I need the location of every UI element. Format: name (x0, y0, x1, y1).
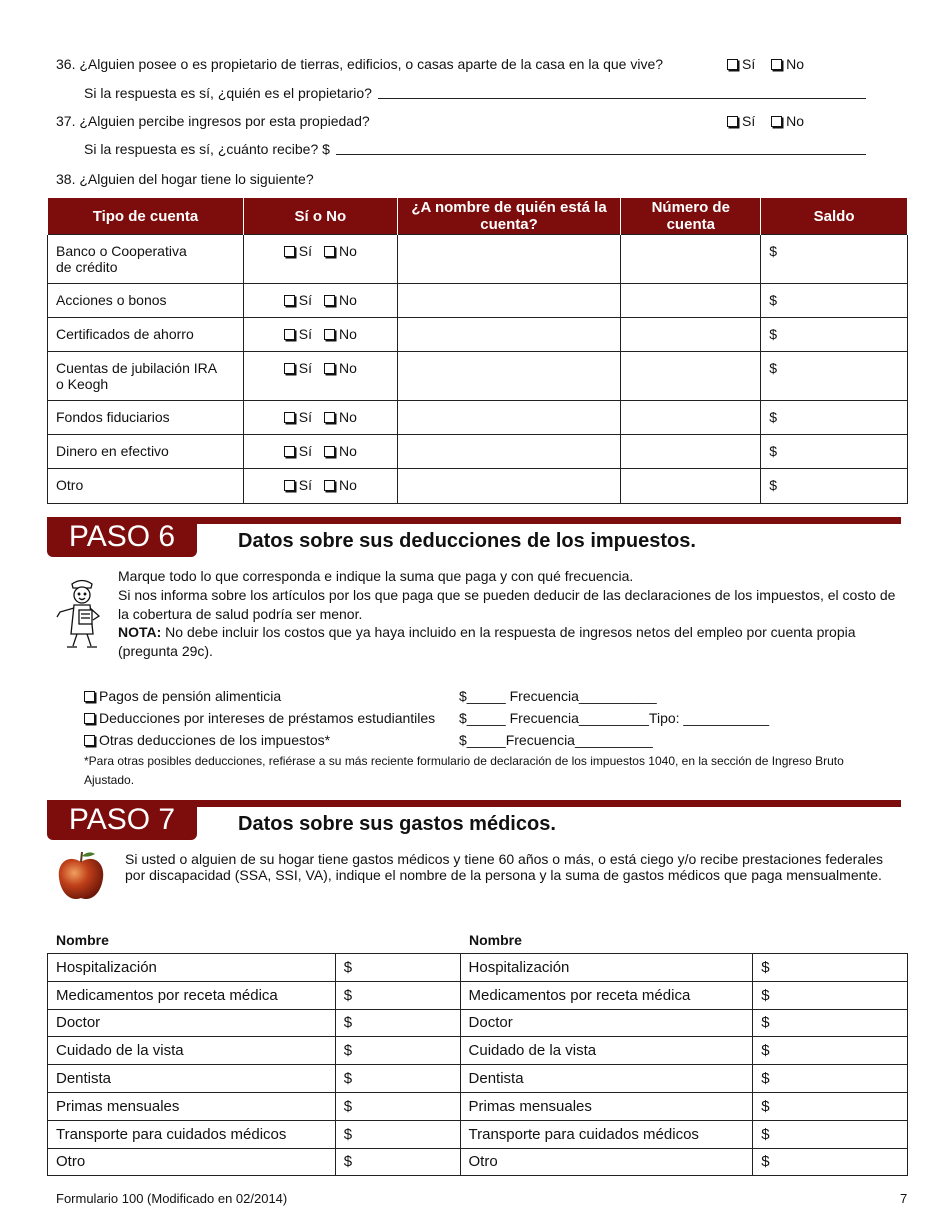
checkbox-icon[interactable] (324, 446, 335, 457)
checkbox-icon[interactable] (324, 295, 335, 306)
yes-option[interactable]: Sí (284, 360, 312, 376)
checkbox-icon[interactable] (727, 59, 738, 70)
q37-yes-no (727, 113, 804, 129)
table-row (48, 469, 908, 504)
balance-cell[interactable]: $ (761, 469, 908, 504)
yes-no-cell (243, 284, 397, 318)
table-row (48, 1120, 908, 1148)
paso6-title: Datos sobre sus deducciones de los impuestos. (238, 530, 696, 552)
table-row (48, 1065, 908, 1093)
account-holder-cell[interactable] (397, 318, 621, 352)
checkbox-icon[interactable] (284, 363, 295, 374)
checkbox-icon[interactable] (727, 116, 738, 127)
no-option[interactable]: No (324, 326, 357, 342)
accounts-header-row (48, 198, 908, 235)
checkbox-icon[interactable] (324, 246, 335, 257)
paso6-line1: Marque todo lo que corresponda e indique la suma que paga y con qué frecuencia. (118, 568, 634, 584)
table-row (48, 1037, 908, 1065)
expense-label: Transporte para cuidados médicos (48, 1120, 336, 1148)
yes-no-cell (243, 469, 397, 504)
account-type: Cuentas de jubilación IRA o Keogh (48, 352, 244, 401)
table-row (48, 1009, 908, 1037)
balance-cell[interactable]: $ (761, 235, 908, 284)
expense-amount[interactable]: $ (335, 1092, 460, 1120)
table-row (48, 954, 908, 982)
name-label-right: Nombre (469, 932, 522, 948)
yes-no-cell (243, 401, 397, 435)
name-field-right[interactable] (533, 950, 903, 951)
nurse-icon (55, 576, 107, 652)
checkbox-icon[interactable] (284, 446, 295, 457)
question-38: 38. ¿Alguien del hogar tiene lo siguiente? (56, 171, 314, 187)
deduction-amount[interactable]: $_____ Frecuencia__________ (459, 688, 657, 704)
paso7-intro: Si usted o alguien de su hogar tiene gastos médicos y tiene 60 años o más, o está ciego y/o recibe prestaciones federales por discapacidad (SSA, SSI, VA), indique el nombre de la persona y la suma de gastos médicos que paga mensualmente. (125, 851, 884, 883)
balance-cell[interactable]: $ (761, 435, 908, 469)
yes-option[interactable]: Sí (284, 443, 312, 459)
expense-amount[interactable]: $ (335, 981, 460, 1009)
expense-amount[interactable]: $ (335, 1065, 460, 1093)
expense-amount[interactable]: $ (753, 954, 908, 982)
deduction-amount[interactable]: $_____ Frecuencia_________Tipo: ___________ (459, 710, 770, 726)
table-row (48, 1148, 908, 1176)
deduction-item[interactable]: Otras deducciones de los impuestos* (84, 732, 330, 748)
no-option[interactable]: No (324, 443, 357, 459)
account-type: Certificados de ahorro (48, 318, 244, 352)
expense-amount[interactable]: $ (335, 954, 460, 982)
expense-amount[interactable]: $ (753, 1009, 908, 1037)
checkbox-icon[interactable] (284, 329, 295, 340)
name-label-left: Nombre (56, 932, 109, 948)
expense-amount[interactable]: $ (753, 981, 908, 1009)
account-number-cell[interactable] (621, 352, 761, 401)
expense-amount[interactable]: $ (753, 1092, 908, 1120)
account-holder-cell[interactable] (397, 235, 621, 284)
account-type: Otro (48, 469, 244, 504)
expense-label: Otro (48, 1148, 336, 1176)
balance-cell[interactable]: $ (761, 318, 908, 352)
account-number-cell[interactable] (621, 469, 761, 504)
expense-label: Hospitalización (48, 954, 336, 982)
expense-label: Cuidado de la vista (48, 1037, 336, 1065)
paso7-tab: PASO 7 (47, 800, 197, 840)
expense-label: Primas mensuales (460, 1092, 753, 1120)
header-yes-no: Sí o No (243, 198, 397, 235)
checkbox-icon[interactable] (324, 363, 335, 374)
header-account-type: Tipo de cuenta (48, 198, 244, 235)
footer-form-id: Formulario 100 (Modificado en 02/2014) (56, 1191, 288, 1206)
yes-no-cell (243, 352, 397, 401)
checkbox-icon[interactable] (771, 59, 782, 70)
no-option[interactable]: No (324, 292, 357, 308)
checkbox-icon[interactable] (324, 480, 335, 491)
table-row (48, 981, 908, 1009)
amount-line[interactable] (336, 154, 866, 155)
yes-option[interactable]: Sí (284, 326, 312, 342)
deduction-amount[interactable]: $_____Frecuencia__________ (459, 732, 653, 748)
table-row (48, 235, 908, 284)
no-option[interactable]: No (324, 477, 357, 493)
q37-no[interactable]: No (771, 113, 804, 129)
yes-option[interactable]: Sí (284, 243, 312, 259)
page-number: 7 (900, 1191, 908, 1206)
table-row (48, 435, 908, 469)
expense-label: Doctor (460, 1009, 753, 1037)
checkbox-icon[interactable] (84, 735, 95, 746)
q36-yes[interactable]: Sí (727, 56, 755, 72)
yes-no-cell (243, 435, 397, 469)
paso6-note (118, 623, 898, 661)
checkbox-icon[interactable] (84, 713, 95, 724)
checkbox-icon[interactable] (284, 295, 295, 306)
account-holder-cell[interactable] (397, 435, 621, 469)
expense-label: Medicamentos por receta médica (460, 981, 753, 1009)
accounts-table (47, 198, 908, 504)
header-account-number: Número de cuenta (621, 198, 761, 235)
expense-label: Otro (460, 1148, 753, 1176)
expense-amount[interactable]: $ (335, 1037, 460, 1065)
apple-icon (55, 848, 107, 904)
q37-yes[interactable]: Sí (727, 113, 755, 129)
paso6-tab: PASO 6 (47, 517, 197, 557)
expense-amount[interactable]: $ (335, 1009, 460, 1037)
yes-option[interactable]: Sí (284, 292, 312, 308)
deduction-item[interactable]: Pagos de pensión alimenticia (84, 688, 281, 704)
account-holder-cell[interactable] (397, 401, 621, 435)
yes-no-cell (243, 318, 397, 352)
name-field-left[interactable] (120, 950, 445, 951)
checkbox-icon[interactable] (284, 246, 295, 257)
expense-amount[interactable]: $ (335, 1148, 460, 1176)
balance-cell[interactable]: $ (761, 284, 908, 318)
paso6-instructions (118, 567, 898, 661)
paso6-line2: Si nos informa sobre los artículos por los que paga que se pueden deducir de las declaraciones de los impuestos, el costo de la cobertura de salud podría ser menor. (118, 586, 896, 622)
accounts-body (48, 235, 908, 504)
expense-label: Medicamentos por receta médica (48, 981, 336, 1009)
account-number-cell[interactable] (621, 284, 761, 318)
account-number-cell[interactable] (621, 401, 761, 435)
yes-option[interactable]: Sí (284, 477, 312, 493)
q36-no[interactable]: No (771, 56, 804, 72)
question-36: 36. ¿Alguien posee o es propietario de tierras, edificios, o casas aparte de la casa en la que vive? (56, 56, 664, 72)
table-row (48, 284, 908, 318)
account-type: Fondos fiduciarios (48, 401, 244, 435)
table-row (48, 318, 908, 352)
yes-no-cell (243, 235, 397, 284)
header-account-holder: ¿A nombre de quién está la cuenta? (397, 198, 621, 235)
checkbox-icon[interactable] (324, 329, 335, 340)
account-holder-cell[interactable] (397, 352, 621, 401)
expense-amount[interactable]: $ (753, 1065, 908, 1093)
q36-yes-no (727, 56, 804, 72)
expense-label: Hospitalización (460, 954, 753, 982)
paso7-title: Datos sobre sus gastos médicos. (238, 813, 556, 835)
paso6-footnote: *Para otras posibles deducciones, refiérase a su más reciente formulario de declaración de los impuestos 1040, en la sección de Ingreso Bruto Ajustado. (84, 754, 844, 787)
no-option[interactable]: No (324, 409, 357, 425)
table-row (48, 1092, 908, 1120)
expense-amount[interactable]: $ (753, 1148, 908, 1176)
header-balance: Saldo (761, 198, 908, 235)
checkbox-icon[interactable] (324, 412, 335, 423)
note-text: No debe incluir los costos que ya haya incluido en la respuesta de ingresos netos del empleo por cuenta propia (pregunta 29c). (118, 624, 856, 660)
account-number-cell[interactable] (621, 435, 761, 469)
expense-label: Cuidado de la vista (460, 1037, 753, 1065)
no-option[interactable]: No (324, 243, 357, 259)
account-type: Acciones o bonos (48, 284, 244, 318)
checkbox-icon[interactable] (84, 691, 95, 702)
expense-label: Doctor (48, 1009, 336, 1037)
balance-cell[interactable]: $ (761, 401, 908, 435)
expense-amount[interactable]: $ (335, 1120, 460, 1148)
expense-label: Dentista (48, 1065, 336, 1093)
checkbox-icon[interactable] (284, 412, 295, 423)
no-option[interactable]: No (324, 360, 357, 376)
checkbox-icon[interactable] (771, 116, 782, 127)
deduction-item[interactable]: Deducciones por intereses de préstamos estudiantiles (84, 710, 435, 726)
expense-label: Dentista (460, 1065, 753, 1093)
expense-amount[interactable]: $ (753, 1037, 908, 1065)
account-holder-cell[interactable] (397, 284, 621, 318)
balance-cell[interactable]: $ (761, 352, 908, 401)
question-37: 37. ¿Alguien percibe ingresos por esta propiedad? (56, 113, 370, 129)
expense-label: Primas mensuales (48, 1092, 336, 1120)
account-type: Dinero en efectivo (48, 435, 244, 469)
account-number-cell[interactable] (621, 235, 761, 284)
account-holder-cell[interactable] (397, 469, 621, 504)
account-type: Banco o Cooperativa de crédito (48, 235, 244, 284)
owner-line[interactable] (378, 98, 866, 99)
checkbox-icon[interactable] (284, 480, 295, 491)
yes-option[interactable]: Sí (284, 409, 312, 425)
table-row (48, 401, 908, 435)
expense-amount[interactable]: $ (753, 1120, 908, 1148)
medical-expenses-table (47, 953, 908, 1176)
expense-label: Transporte para cuidados médicos (460, 1120, 753, 1148)
q36-follow-up: Si la respuesta es sí, ¿quién es el propietario? (84, 85, 372, 101)
q37-follow-up: Si la respuesta es sí, ¿cuánto recibe? $ (84, 141, 330, 157)
table-row (48, 352, 908, 401)
note-label: NOTA: (118, 624, 162, 641)
account-number-cell[interactable] (621, 318, 761, 352)
